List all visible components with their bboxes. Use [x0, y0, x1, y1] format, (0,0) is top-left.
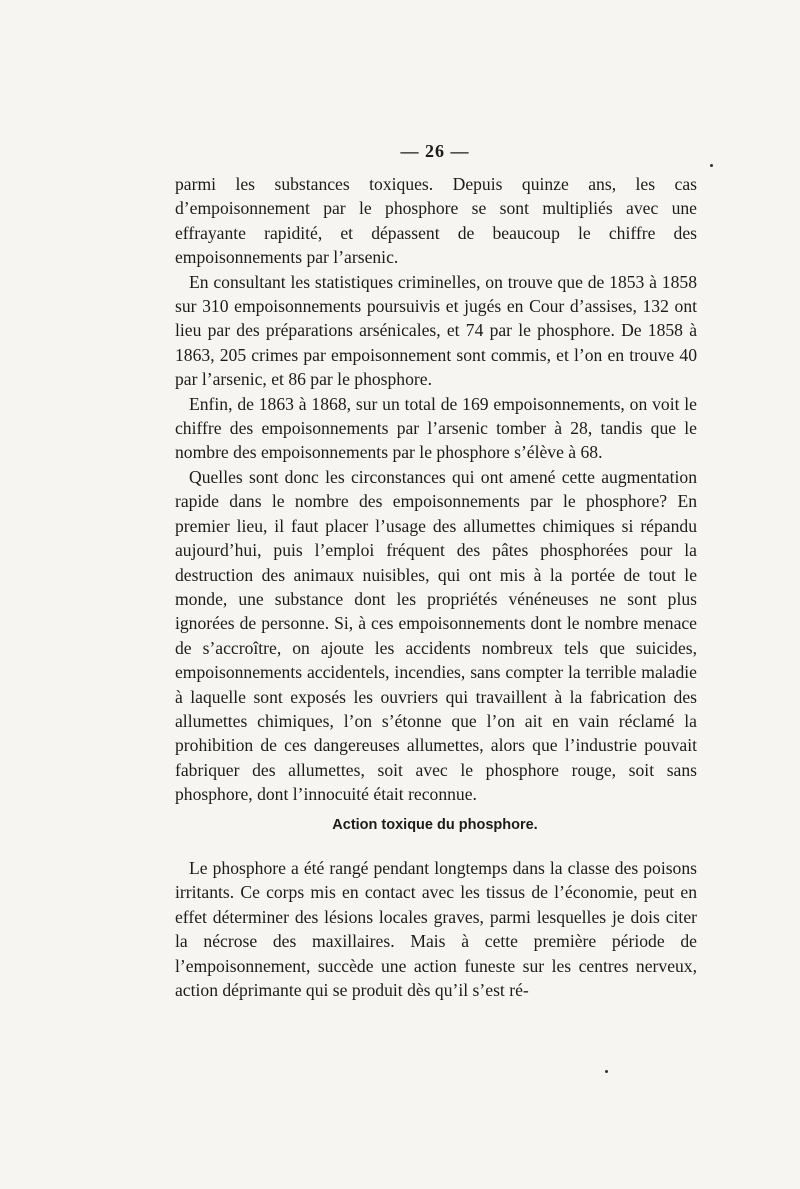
- body-text: [175, 172, 697, 807]
- paragraph: Quelles sont donc les circonstances qui ont amené cette augmentation rapide dans le nombre des empoisonnements par le phosphore? En premier lieu, il faut placer l’usage des allumettes chimiques si répandu aujourd’hui, puis l’emploi fréquent des pâtes phosphorées pour la destruction des animaux nuisibles, qui ont mis à la portée de tout le monde, une substance dont les propriétés vénéneuses ne sont plus ignorées de personne. Si, à ces empoisonnements dont le nombre menace de s’accroître, on ajoute les accidents nombreux tels que suicides, empoisonnements accidentels, incendies, sans compter la terrible maladie à laquelle sont exposés les ouvriers qui travaillent à la fabrication des allumettes chimiques, l’on s’étonne que l’on ait en vain réclamé la prohibition de ces dangereuses allumettes, alors que l’industrie pouvait fabriquer des allumettes, soit avec le phosphore rouge, soit sans phosphore, dont l’innocuité était reconnue.: [175, 466, 697, 805]
- page-number: — 26 —: [400, 141, 470, 161]
- paragraph: En consultant les statistiques criminelles, on trouve que de 1853 à 1858 sur 310 empoisonnements poursuivis et jugés en Cour d’assises, 132 ont lieu par des préparations arsénicales, et 74 par le phosphore. De 1858 à 1863, 205 crimes par empoisonnement sont commis, et l’on en trouve 40 par l’arsenic, et 86 par le phosphore.: [175, 271, 697, 390]
- ink-speck: [710, 164, 713, 167]
- section-heading: Action toxique du phosphore.: [332, 817, 538, 833]
- section-text: [175, 856, 697, 1002]
- paragraph: Le phosphore a été rangé pendant longtemps dans la classe des poisons irritants. Ce corps mis en contact avec les tissus de l’économie, peut en effet déterminer des lésions locales graves, parmi lesquelles je dois citer la nécrose des maxillaires. Mais à cette première période de l’empoisonnement, succède une action funeste sur les centres nerveux, action déprimante qui se produit dès qu’il s’est ré-: [175, 858, 697, 1001]
- paragraph: parmi les substances toxiques. Depuis quinze ans, les cas d’empoisonnement par le phosphore se sont multipliés avec une effrayante rapidité, et dépassent de beaucoup le chiffre des empoisonnements par l’arsenic.: [175, 174, 697, 268]
- paragraph: Enfin, de 1863 à 1868, sur un total de 169 empoisonnements, on voit le chiffre des empoisonnements par l’arsenic tomber à 28, tandis que le nombre des empoisonnements par le phosphore s’élève à 68.: [175, 393, 697, 463]
- ink-speck: [605, 1070, 608, 1073]
